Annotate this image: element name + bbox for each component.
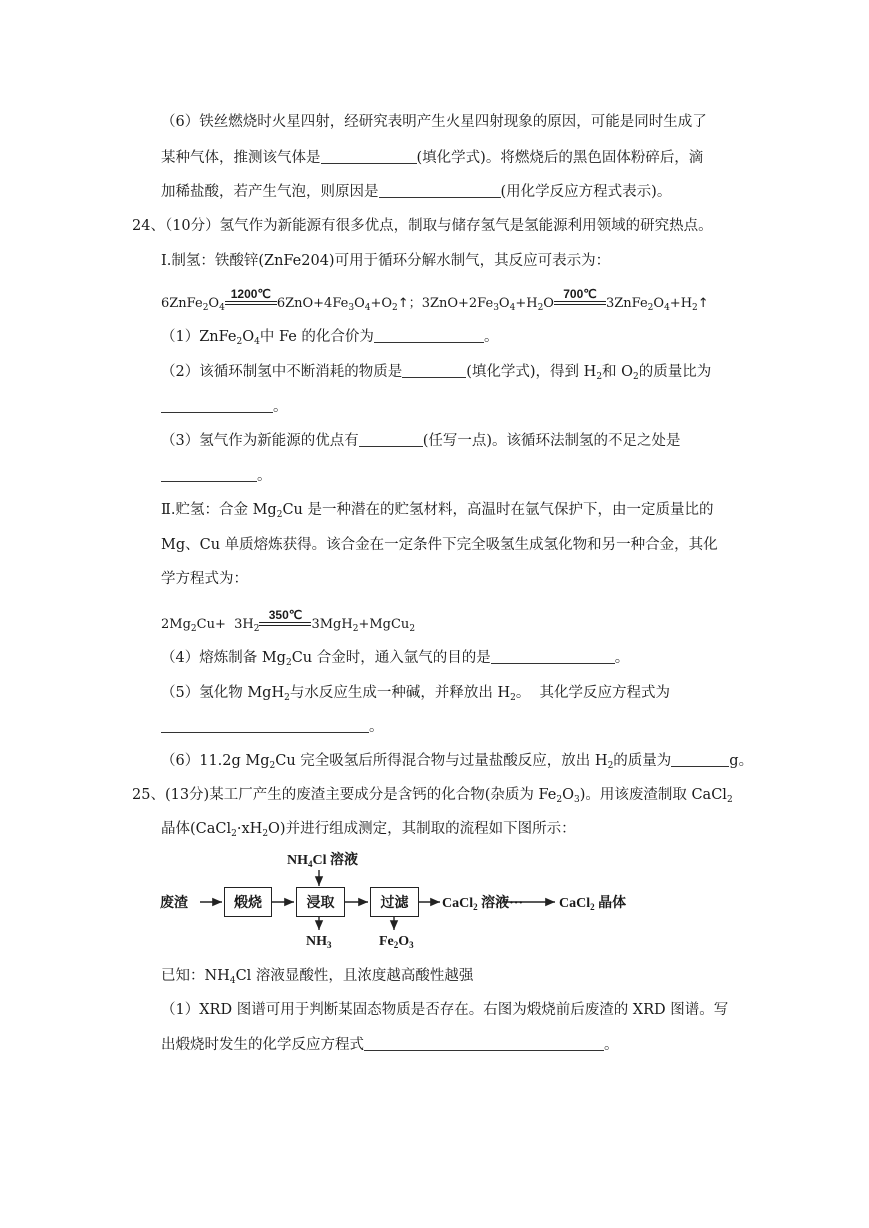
eq-text: O (653, 296, 665, 311)
answer-blank[interactable] (491, 649, 615, 664)
flow-sub: 2 (473, 902, 478, 912)
q24-part1-intro (161, 251, 610, 271)
q24-header-text: 24、（10分）氢气作为新能源有很多优点，制取与储存氢气是氢能源利用领域的研究热点。 (132, 218, 713, 234)
q24-part2-line2 (161, 535, 718, 555)
flow-box-leach (296, 887, 345, 917)
q-text: Cu 完全吸氢后所得混合物与过量盐酸反应，放出 H (275, 753, 608, 769)
eq-text: O (543, 296, 554, 311)
q-text: （5）氢化物 MgH (161, 685, 285, 701)
flow-text: Fe (379, 934, 394, 949)
q-sub: 4 (254, 337, 260, 347)
q24-q3-line2 (161, 466, 272, 486)
flow-text: 废渣 (160, 896, 188, 911)
q-sub: 2 (556, 795, 563, 805)
q24-q5 (161, 683, 670, 703)
q25-line2 (161, 819, 576, 839)
q24-equation-2 (161, 608, 416, 635)
flow-text: 过滤 (380, 895, 409, 911)
q24-q1 (161, 327, 498, 347)
flow-text: Cl 溶液 (312, 853, 358, 868)
q-text: （1）ZnFe (161, 329, 237, 345)
q-text: 和 O (602, 364, 634, 380)
eq-text: Cu+ 3H (196, 617, 254, 632)
process-flow-diagram (160, 846, 660, 956)
q-text: Ⅱ.贮氢：合金 Mg (161, 502, 277, 518)
eq-sub: 2 (692, 303, 698, 313)
eq-text: 2Mg (161, 617, 191, 632)
q-text: 。 (369, 719, 384, 735)
eq-sub: 2 (190, 624, 197, 634)
q-text: O)并进行组成测定，其制取的流程如下图所示： (268, 821, 576, 837)
answer-blank[interactable] (321, 149, 417, 164)
q24-part2-line1 (161, 500, 713, 520)
eq-text: +MgCu (358, 617, 410, 632)
q-text: 出煅烧时发生的化学反应方程式 (161, 1037, 364, 1053)
q-sub: 2 (236, 337, 243, 347)
q-text: （1）XRD 图谱可用于判断某固态物质是否存在。右图为煅烧前后废渣的 XRD 图谱。写 (161, 1002, 729, 1018)
q-sub: 2 (284, 693, 290, 703)
answer-blank[interactable] (402, 363, 466, 378)
eq-text: 3ZnFe (605, 296, 648, 311)
reaction-condition (225, 287, 277, 311)
q23-p6-text-a: （6）铁丝燃烧时火星四射，经研究表明产生火星四射现象的原因，可能是同时生成了 (161, 114, 707, 130)
q-text: O (242, 329, 255, 345)
q-text: Cu 合金时，通入氩气的目的是 (291, 650, 491, 666)
condition-text: 350℃ (268, 608, 303, 622)
flow-sub: 4 (308, 859, 313, 869)
flow-cacl2-solution (442, 892, 523, 912)
q23-p6-line1 (161, 112, 707, 132)
eq-sub: 2 (253, 624, 260, 634)
eq-sub: 4 (219, 303, 225, 313)
flow-text: NH (306, 934, 327, 949)
q24-equation-1 (161, 287, 709, 314)
eq-sub: 2 (352, 624, 359, 634)
q-text: 的质量比为 (638, 364, 712, 380)
flow-output-nh3 (306, 934, 332, 950)
gas-arrow-icon: ↑ (397, 296, 409, 311)
q-text: 25、(13分)某工厂产生的废渣主要成分是含钙的化合物(杂质为 Fe (132, 787, 557, 803)
eq-text: +H (515, 296, 538, 311)
q-text: 中 Fe 的化合价为 (259, 329, 374, 345)
eq-text: 6ZnO+4Fe (276, 296, 349, 311)
q-text: （6）11.2g Mg (161, 753, 270, 769)
flow-text: 煅烧 (234, 895, 262, 911)
q25-known (161, 966, 473, 986)
flow-sub: 2 (393, 940, 399, 950)
q-text: 。 (273, 399, 288, 415)
q-sub: 2 (231, 829, 237, 839)
flow-start-waste (160, 892, 188, 912)
q23-p6-text-b1: 某种气体，推测该气体是 (161, 150, 321, 166)
q-sub: 2 (285, 658, 292, 668)
flow-sub: 3 (409, 940, 414, 950)
q23-p6-line3 (161, 182, 671, 202)
eq-sub: 3 (348, 303, 355, 313)
eq-sub: 2 (202, 303, 209, 313)
eq-sub: 2 (409, 624, 416, 634)
q23-p6-text-c2: (用化学反应方程式表示)。 (500, 184, 672, 200)
flow-sub: 2 (590, 902, 595, 912)
q-text: Cu 是一种潜在的贮氢材料，高温时在氩气保护下，由一定质量比的 (282, 502, 714, 518)
flow-box-calcine (224, 887, 272, 917)
q24-q4 (161, 648, 629, 668)
q24-q6 (161, 751, 753, 771)
q-sub: 2 (510, 693, 516, 703)
eq-text: 3ZnO+2Fe (421, 296, 494, 311)
answer-blank[interactable] (671, 752, 729, 767)
q-text: 。 (604, 1037, 619, 1053)
q-sub: 2 (269, 761, 276, 771)
answer-blank[interactable] (161, 718, 369, 733)
q24-part1-intro-text: I.制氢：铁酸锌(ZnFe204)可用于循环分解水制气，其反应可表示为： (161, 253, 611, 269)
answer-blank[interactable] (379, 183, 501, 198)
eq-separator: ； (408, 296, 422, 311)
eq-sub: 3 (493, 303, 499, 313)
answer-blank[interactable] (364, 1036, 604, 1051)
eq-text: 6ZnFe (161, 296, 203, 311)
q24-q2 (161, 362, 711, 382)
q-sub: 2 (276, 510, 283, 520)
q-sub: 2 (633, 372, 639, 382)
q-text: 学方程式为： (161, 571, 248, 587)
q-text: 与水反应生成一种碱，并释放出 H (289, 685, 511, 701)
flow-cacl2-crystal (559, 892, 626, 912)
q23-p6-line2 (161, 148, 703, 168)
q-sub: 2 (596, 372, 603, 382)
q-text: Mg、Cu 单质熔炼获得。该合金在一定条件下完全吸氢生成氢化物和另一种合金，其化 (161, 537, 718, 553)
eq-text: +H (669, 296, 693, 311)
flow-text: O (398, 934, 410, 949)
q24-part2-line3 (161, 569, 248, 589)
q24-q3 (161, 431, 681, 451)
answer-blank[interactable] (359, 432, 423, 447)
eq-text: O (498, 296, 510, 311)
condition-text: 1200℃ (230, 287, 271, 301)
q-sub: 3 (573, 795, 580, 805)
q-text: 。 其化学反应方程式为 (515, 685, 671, 701)
eq-sub: 4 (364, 303, 371, 313)
q24-q2-line2 (161, 397, 288, 417)
q-text: 。 (614, 650, 630, 666)
q-text: （4）熔炼制备 Mg (161, 650, 286, 666)
q-text: 晶体(CaCl (161, 821, 232, 837)
q-text: 。 (483, 329, 499, 345)
q-text: 。 (257, 468, 272, 484)
q-sub: 2 (726, 795, 733, 805)
q23-p6-text-b2: (填化学式)。将燃烧后的黑色固体粉碎后，滴 (416, 150, 704, 166)
flow-text: NH (287, 853, 308, 868)
eq-sub: 4 (509, 303, 516, 313)
q24-q5-line2 (161, 717, 384, 737)
q-text: ·xH (236, 821, 263, 837)
eq-text: +O (370, 296, 393, 311)
q-text: 已知：NH (161, 968, 230, 984)
flow-input-nh4cl (287, 849, 358, 869)
q-text: （3）氢气作为新能源的优点有 (161, 433, 359, 449)
q23-p6-text-c1: 加稀盐酸，若产生气泡，则原因是 (161, 184, 379, 200)
q-sub: 2 (262, 829, 269, 839)
q25-header (132, 785, 733, 805)
q-sub: 2 (607, 761, 614, 771)
gas-arrow-icon: ↑ (697, 296, 709, 311)
flow-output-fe2o3 (379, 934, 414, 950)
flow-box-filter (370, 887, 419, 917)
q-text: （2）该循环制氢中不断消耗的物质是 (161, 364, 403, 380)
q-text: (任写一点)。该循环法制氢的不足之处是 (422, 433, 681, 449)
flow-text: 溶液··· (477, 896, 524, 911)
eq-sub: 2 (392, 303, 398, 313)
answer-blank[interactable] (161, 467, 257, 482)
flow-text: 浸取 (306, 895, 335, 911)
q-text: g。 (729, 753, 754, 769)
reaction-condition (554, 287, 606, 311)
q25-q1-line2 (161, 1035, 619, 1055)
eq-sub: 4 (664, 303, 670, 313)
eq-text: 3MgH (311, 617, 353, 632)
eq-text: O (354, 296, 365, 311)
eq-sub: 2 (537, 303, 544, 313)
q24-header (132, 216, 713, 236)
q-text: )。用该废渣制取 CaCl (579, 787, 727, 803)
q-text: 的质量为 (613, 753, 672, 769)
eq-text: O (208, 296, 220, 311)
flow-text: CaCl (559, 896, 591, 911)
eq-sub: 2 (647, 303, 654, 313)
q-text: O (562, 787, 574, 803)
condition-text: 700℃ (563, 287, 597, 301)
flow-text: 晶体 (594, 896, 627, 911)
answer-blank[interactable] (374, 328, 484, 343)
flow-text: CaCl (442, 896, 474, 911)
answer-blank[interactable] (161, 398, 273, 413)
reaction-condition (259, 608, 311, 632)
q-text: Cl 溶液显酸性，且浓度越高酸性越强 (235, 968, 474, 984)
flow-sub: 3 (327, 940, 332, 950)
q25-q1-line1 (161, 1000, 728, 1020)
q-sub: 4 (229, 976, 236, 986)
q-text: (填化学式)，得到 H (466, 364, 597, 380)
